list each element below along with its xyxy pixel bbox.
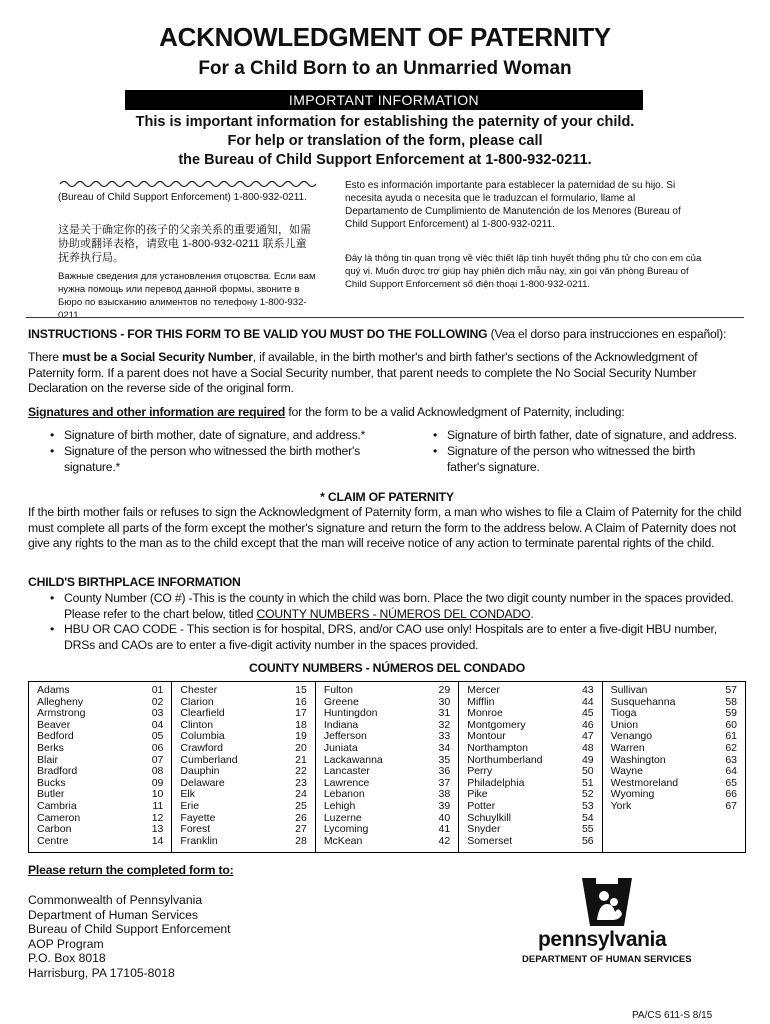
county-row [180, 824, 314, 836]
county-name: Mifflin [467, 695, 495, 708]
county-number: 05 [151, 730, 164, 743]
county-name: Susquehanna [610, 695, 676, 708]
county-row [324, 766, 458, 778]
county-row [324, 743, 458, 755]
county-number: 30 [438, 695, 451, 708]
county-number: 13 [151, 823, 164, 836]
county-name: Centre [37, 834, 69, 847]
ssn-paragraph [28, 350, 746, 397]
county-number: 48 [581, 741, 594, 754]
county-name: Union [610, 718, 639, 731]
county-number: 21 [295, 753, 307, 766]
important-line-2: For help or translation of the form, please call [227, 133, 543, 149]
signatures-post: for the form to be a valid Acknowledgment of Paternity, including: [285, 405, 625, 419]
county-number: 46 [581, 718, 594, 731]
ssn-bold: must be a Social Security Number [62, 350, 253, 364]
county-number: 16 [295, 695, 307, 708]
county-number: 36 [438, 765, 451, 778]
county-name: Clearfield [180, 707, 225, 720]
language-block-other [58, 178, 323, 204]
county-number: 28 [295, 834, 307, 847]
form-id: PA/CS 611-S 8/15 [632, 1010, 713, 1021]
county-name: Mercer [467, 684, 500, 696]
county-row [180, 801, 314, 813]
county-name: Venango [610, 730, 653, 743]
county-name: Lancaster [323, 765, 370, 778]
county-name: Lawrence [323, 776, 370, 789]
county-name: Tioga [610, 707, 637, 720]
county-row [611, 685, 745, 697]
county-number: 11 [152, 799, 164, 812]
claim-heading: * CLAIM OF PATERNITY [320, 490, 454, 504]
county-number: 42 [438, 834, 451, 847]
address-line: Harrisburg, PA 17105-8018 [28, 965, 175, 980]
bullet-left-1-text: Signature of birth mother, date of signature, and address.* [64, 428, 366, 442]
county-name: Lehigh [323, 799, 356, 812]
county-row [467, 766, 601, 778]
county-row [324, 801, 458, 813]
county-name: Monroe [467, 707, 503, 720]
county-number: 24 [295, 788, 307, 801]
county-number: 04 [151, 718, 164, 731]
county-table-heading: COUNTY NUMBERS - NÚMEROS DEL CONDADO [248, 661, 526, 675]
logo-department: DEPARTMENT OF HUMAN SERVICES [522, 954, 692, 965]
county-name: Cumberland [180, 753, 238, 766]
county-number: 08 [151, 765, 164, 778]
other-script-scribble [58, 178, 323, 191]
county-column [458, 682, 601, 852]
county-name: Blair [37, 753, 59, 766]
county-number: 57 [725, 684, 738, 696]
keystone-logo-icon [578, 876, 636, 928]
county-number: 61 [725, 730, 738, 743]
county-number: 51 [581, 776, 594, 789]
county-number: 32 [438, 718, 451, 731]
bullet-right-1-text: Signature of birth father, date of signature, and address. [447, 428, 737, 442]
county-number: 20 [295, 741, 307, 754]
county-name: Bucks [37, 776, 66, 789]
county-name: Lycoming [323, 823, 369, 836]
county-name: Elk [180, 788, 195, 801]
county-number: 60 [725, 718, 738, 731]
county-number: 53 [581, 799, 594, 812]
county-column [315, 682, 458, 852]
county-number: 07 [151, 753, 164, 766]
county-name: Perry [467, 765, 493, 778]
county-name: Chester [180, 684, 218, 696]
county-number: 66 [725, 788, 738, 801]
language-spanish: Esto es información importante para establecer la paternidad de su hijo. Si necesita ayuda o necesita que le traduzcan el formulario, llame al Departamento de Cumplimiento de Manutención de los Menores (Bureau of Child Support Enforcement) al 1-800-932-0211. [345, 180, 681, 230]
county-column [29, 682, 171, 852]
page-title: ACKNOWLEDGMENT OF PATERNITY [159, 22, 611, 52]
county-name: Bradford [37, 765, 78, 778]
county-row [467, 685, 601, 697]
birthplace-heading: CHILD'S BIRTHPLACE INFORMATION [28, 575, 241, 589]
county-number: 18 [295, 718, 307, 731]
county-number: 09 [151, 776, 164, 789]
return-heading: Please return the completed form to: [28, 863, 234, 877]
language-vietnamese: Đây là thông tin quan trọng về việc thiết lập tình huyết thống phụ tử cho con em của quý vị. Muốn được trợ giúp hay phiên dịch mẫu này, xin gọi văn phòng Bureau of Child Support Enforcement số điện thoại 1-800-932-0211. [345, 253, 702, 290]
county-name: Adams [37, 684, 70, 696]
county-name: Washington [610, 753, 666, 766]
section-divider [26, 317, 744, 318]
county-row [611, 766, 745, 778]
county-column [602, 682, 745, 852]
county-name: Snyder [467, 823, 501, 836]
county-row [467, 743, 601, 755]
county-number: 45 [581, 707, 594, 720]
important-line-3: the Bureau of Child Support Enforcement at 1-800-932-0211. [178, 152, 592, 168]
county-name: Juniata [323, 741, 358, 754]
county-row [37, 766, 171, 778]
important-banner: IMPORTANT INFORMATION [125, 90, 643, 110]
county-number: 17 [295, 707, 307, 720]
county-number: 14 [151, 834, 164, 847]
county-row [180, 743, 314, 755]
county-name: Westmoreland [610, 776, 679, 789]
county-name: Philadelphia [467, 776, 525, 789]
county-name: Dauphin [180, 765, 220, 778]
county-number: 58 [725, 695, 738, 708]
bullet-right-1: • Signature of birth father, date of signature, and address. [433, 428, 737, 442]
county-name: Fulton [323, 684, 353, 696]
birthplace-bullet-2: • HBU OR CAO CODE - This section is for hospital, DRS, and/or CAO use only! Hospitals are to enter a five-digit HBU number, DRSs and CAOs are to enter a five-digit activity number in the spaces provided. [50, 622, 717, 652]
language-russian: Важные сведения для установления отцовства. Если вам нужна помощь или перевод данной формы, звоните в Бюро по взысканию алиментов по телефону 1-800-932-0211. [58, 271, 316, 321]
county-name: Clinton [180, 718, 214, 731]
county-row [611, 743, 745, 755]
important-line-1: This is important information for establishing the paternity of your child. [135, 114, 635, 130]
county-name: Berks [37, 741, 64, 754]
county-number: 06 [151, 741, 164, 754]
county-number: 62 [725, 741, 738, 754]
county-name: Butler [37, 788, 65, 801]
address-line: AOP Program [28, 936, 104, 951]
county-name: Pike [467, 788, 488, 801]
county-number: 12 [151, 811, 164, 824]
county-number: 49 [581, 753, 594, 766]
county-number: 59 [725, 707, 738, 720]
county-number: 29 [438, 684, 451, 696]
county-name: Lebanon [323, 788, 365, 801]
claim-body: If the birth mother fails or refuses to sign the Acknowledgment of Paternity form, a man who wishes to file a Claim of Paternity for the child must complete all parts of the form except the mother's signature and return the form to the address below. A Claim of Paternity does not give any rights to the man as to the child except that the man will receive notice of any action to terminate parental rights of the child. [28, 505, 742, 550]
county-row [180, 836, 314, 848]
county-number: 47 [581, 730, 594, 743]
county-name: Huntingdon [323, 707, 378, 720]
county-number: 27 [295, 823, 307, 836]
county-number: 39 [438, 799, 451, 812]
county-number: 50 [581, 765, 594, 778]
county-row [611, 801, 745, 813]
instructions-heading-es: (Vea el dorso para instrucciones en español): [490, 327, 727, 341]
instructions-heading: INSTRUCTIONS - FOR THIS FORM TO BE VALID YOU MUST DO THE FOLLOWING [28, 327, 488, 341]
county-name: McKean [323, 834, 363, 847]
county-number: 19 [295, 730, 307, 743]
county-row [37, 824, 171, 836]
county-row [467, 801, 601, 813]
county-row [467, 824, 601, 836]
county-name: Montour [467, 730, 506, 743]
county-row [324, 685, 458, 697]
county-number: 25 [295, 799, 307, 812]
birthplace-bullet-1: • County Number (CO #) -This is the county in which the child was born. Place the two digit county number in the spaces provided. Please refer to the chart below, titled COUNTY NUMBERS - NÚMEROS DEL CONDADO. [50, 591, 734, 621]
other-script-text-graphic [58, 178, 323, 189]
county-name: Warren [610, 741, 645, 754]
birthplace-b1-pre: County Number (CO #) -This is the county in which the child was born. Place the two digit county number in the spaces provided. Please refer to the chart below, titled [64, 591, 734, 621]
county-row [324, 824, 458, 836]
bullet-right-2: • Signature of the person who witnessed the birth father's signature. [433, 444, 696, 474]
county-name: Montgomery [467, 718, 526, 731]
county-chart-reference: COUNTY NUMBERS - NÚMEROS DEL CONDADO [256, 606, 531, 621]
county-row [180, 685, 314, 697]
ssn-pre: There [28, 350, 63, 364]
county-number: 55 [581, 823, 594, 836]
county-name: Somerset [467, 834, 513, 847]
logo-wordmark: pennsylvania [538, 928, 667, 951]
county-number: 64 [725, 765, 738, 778]
ssn-post: , if available, in the birth mother's and birth father's sections of the Acknowledgment of Paternity form. If a parent does not have a Social Security number, that parent needs to complete the No Social Security Number Declaration on the reverse side of the original form. [28, 350, 698, 395]
county-name: Potter [467, 799, 496, 812]
county-name: Cambria [37, 799, 77, 812]
county-name: Luzerne [323, 811, 362, 824]
county-row [324, 836, 458, 848]
bullet-left-2-text: Signature of the person who witnessed the birth mother's signature.* [64, 444, 360, 474]
county-number: 22 [295, 765, 307, 778]
other-script-line: (Bureau of Child Support Enforcement) 1-800-932-0211. [58, 192, 307, 203]
county-number: 02 [151, 695, 164, 708]
county-name: Columbia [180, 730, 225, 743]
address-line: P.O. Box 8018 [28, 951, 106, 966]
county-name: Delaware [180, 776, 225, 789]
county-number: 56 [581, 834, 594, 847]
bullet-right-2-text: Signature of the person who witnessed the birth father's signature. [447, 444, 696, 474]
signatures-paragraph [28, 405, 746, 421]
county-name: Forest [180, 823, 211, 836]
county-number: 37 [438, 776, 451, 789]
county-number: 40 [438, 811, 451, 824]
county-row [37, 685, 171, 697]
county-row [180, 766, 314, 778]
county-number: 23 [295, 776, 307, 789]
county-name: Crawford [180, 741, 224, 754]
county-number: 67 [725, 799, 738, 812]
county-row [467, 836, 601, 848]
county-number: 41 [438, 823, 451, 836]
county-name: Indiana [323, 718, 359, 731]
county-name: Bedford [37, 730, 74, 743]
county-name: Sullivan [610, 684, 648, 696]
county-name: Wyoming [610, 788, 655, 801]
county-column [171, 682, 314, 852]
county-name: Clarion [180, 695, 214, 708]
county-number: 63 [725, 753, 738, 766]
county-number: 03 [151, 707, 164, 720]
county-name: Schuylkill [467, 811, 511, 824]
address-line: Commonwealth of Pennsylvania [28, 893, 203, 907]
county-name: Franklin [180, 834, 218, 847]
county-number: 52 [581, 788, 594, 801]
county-number: 15 [295, 684, 307, 696]
address-line: Bureau of Child Support Enforcement [28, 922, 231, 937]
bullet-left-2: • Signature of the person who witnessed the birth mother's signature.* [50, 444, 360, 474]
county-number: 26 [295, 811, 307, 824]
county-number: 35 [438, 753, 451, 766]
county-row [37, 836, 171, 848]
signatures-bold: Signatures and other information are required [28, 405, 286, 419]
county-number: 54 [581, 811, 594, 824]
county-number: 33 [438, 730, 451, 743]
bullet-left-1: • Signature of birth mother, date of signature, and address.* [50, 428, 366, 442]
county-number: 43 [581, 684, 594, 696]
county-name: Armstrong [37, 707, 86, 720]
page-subtitle: For a Child Born to an Unmarried Woman [198, 58, 572, 79]
county-number: 10 [151, 788, 164, 801]
instructions-heading-line [28, 327, 746, 343]
county-number: 31 [438, 707, 451, 720]
county-name: Northumberland [467, 753, 543, 766]
county-name: Greene [323, 695, 359, 708]
county-number: 44 [581, 695, 594, 708]
county-number: 65 [725, 776, 738, 789]
county-name: Allegheny [37, 695, 84, 708]
county-name: Beaver [37, 718, 71, 731]
county-name: Jefferson [323, 730, 367, 743]
return-address [28, 893, 231, 981]
county-number: 34 [438, 741, 451, 754]
county-name: Lackawanna [323, 753, 383, 766]
county-name: Wayne [610, 765, 643, 778]
county-table [28, 681, 746, 853]
county-name: Northampton [467, 741, 528, 754]
birthplace-b2-text: HBU OR CAO CODE - This section is for hospital, DRS, and/or CAO use only! Hospitals are to enter a five-digit HBU number, DRSs and CAOs are to enter a five-digit activity number in the spaces provided. [64, 622, 717, 652]
county-number: 01 [151, 684, 164, 696]
county-name: York [610, 799, 632, 812]
county-name: Fayette [180, 811, 216, 824]
birthplace-b1-post: . [530, 606, 534, 621]
address-line: Department of Human Services [28, 907, 199, 922]
county-number: 38 [438, 788, 451, 801]
county-row [37, 743, 171, 755]
county-name: Carbon [37, 823, 72, 836]
county-row [37, 801, 171, 813]
language-chinese: 这是关于确定你的孩子的父亲关系的重要通知，如需协助或翻译表格，请致电 1-800-932-0211 联系儿童抚养执行局。 [58, 224, 311, 264]
county-name: Cameron [37, 811, 81, 824]
county-name: Erie [180, 799, 200, 812]
